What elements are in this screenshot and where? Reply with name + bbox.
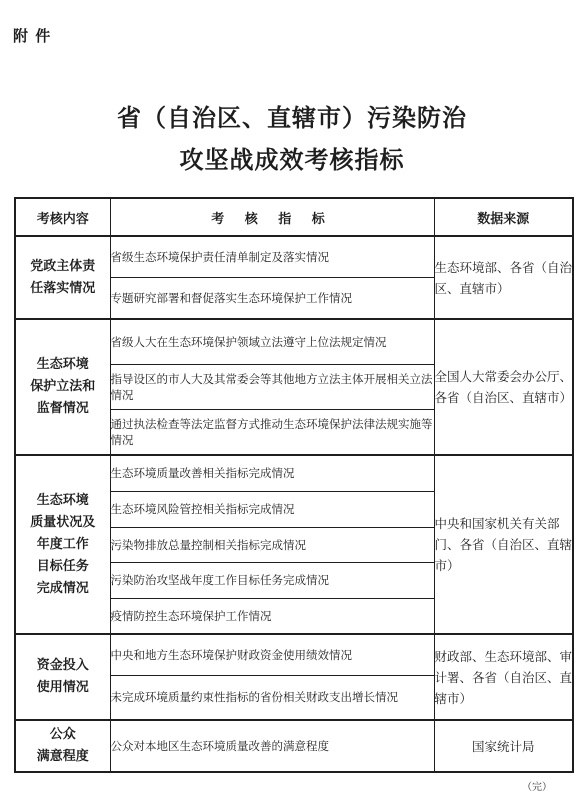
category-cell: [15, 455, 110, 634]
page-title-line-1: 省（自治区、直辖市）污染防治: [117, 103, 467, 132]
category-line: 年度工作: [36, 536, 89, 552]
indicator-cell: 指导设区的市人大及其常委会等其他地方立法主体开展相关立法情况: [110, 364, 434, 409]
indicator-cell: 省级生态环境保护责任清单制定及落实情况: [110, 236, 434, 277]
indicator-cell: 未完成环境质量约束性指标的省份相关财政支出增长情况: [110, 675, 434, 720]
end-mark: （完）: [522, 782, 552, 793]
table-row: [15, 236, 573, 277]
table-row: [15, 720, 573, 772]
category-cell: [15, 319, 110, 455]
category-line: 公众: [49, 727, 76, 742]
indicator-cell: 污染物排放总量控制相关指标完成情况: [110, 527, 434, 562]
page-title-line-2: 攻坚战成效考核指标: [179, 145, 405, 174]
table-row: [15, 634, 573, 675]
indicator-cell: 生态环境风险管控相关指标完成情况: [110, 491, 434, 527]
indicator-cell: 生态环境质量改善相关指标完成情况: [110, 455, 434, 491]
indicator-cell: 中央和地方生态环境保护财政资金使用绩效情况: [110, 634, 434, 675]
category-line: 监督情况: [36, 401, 89, 416]
source-cell: 中央和国家机关有关部门、各省（自治区、直辖市）: [434, 455, 573, 634]
source-cell: 财政部、生态环境部、审计署、各省（自治区、直辖市）: [434, 634, 573, 720]
category-line: 满意程度: [36, 749, 89, 764]
category-line: 生态环境: [36, 357, 89, 372]
category-line: 党政主体责: [30, 258, 96, 274]
header-content: 考核内容: [15, 198, 110, 236]
indicator-cell: 通过执法检查等法定监督方式推动生态环境保护法律法规实施等情况: [110, 409, 434, 455]
assessment-table: [14, 197, 574, 773]
source-cell: 国家统计局: [434, 720, 573, 772]
category-line: 质量状况及: [30, 514, 96, 530]
indicator-cell: 污染防治攻坚战年度工作目标任务完成情况: [110, 562, 434, 598]
category-cell: [15, 720, 110, 772]
category-line: 保护立法和: [30, 379, 96, 394]
category-cell: [15, 236, 110, 319]
header-indicator: 考 核 指 标: [110, 198, 434, 236]
indicator-cell: 省级人大在生态环境保护领域立法遵守上位法规定情况: [110, 319, 434, 364]
indicator-cell: 疫情防控生态环境保护工作情况: [110, 598, 434, 634]
category-line: 资金投入: [36, 658, 89, 673]
category-line: 目标任务: [36, 558, 89, 574]
category-cell: [15, 634, 110, 720]
table-row: [15, 319, 573, 364]
category-line: 使用情况: [36, 680, 89, 695]
indicator-cell: 公众对本地区生态环境质量改善的满意程度: [110, 720, 434, 772]
indicator-cell: 专题研究部署和督促落实生态环境保护工作情况: [110, 277, 434, 319]
category-line: 任落实情况: [30, 280, 96, 296]
header-source: 数据来源: [434, 198, 573, 236]
annex-label: 附 件: [13, 27, 52, 45]
source-cell: 全国人大常委会办公厅、各省（自治区、直辖市）: [434, 319, 573, 455]
table-header-row: [15, 198, 573, 236]
table-row: [15, 455, 573, 491]
category-line: 完成情况: [36, 580, 89, 596]
source-cell: 生态环境部、各省（自治区、直辖市）: [434, 236, 573, 319]
category-line: 生态环境: [36, 492, 89, 508]
